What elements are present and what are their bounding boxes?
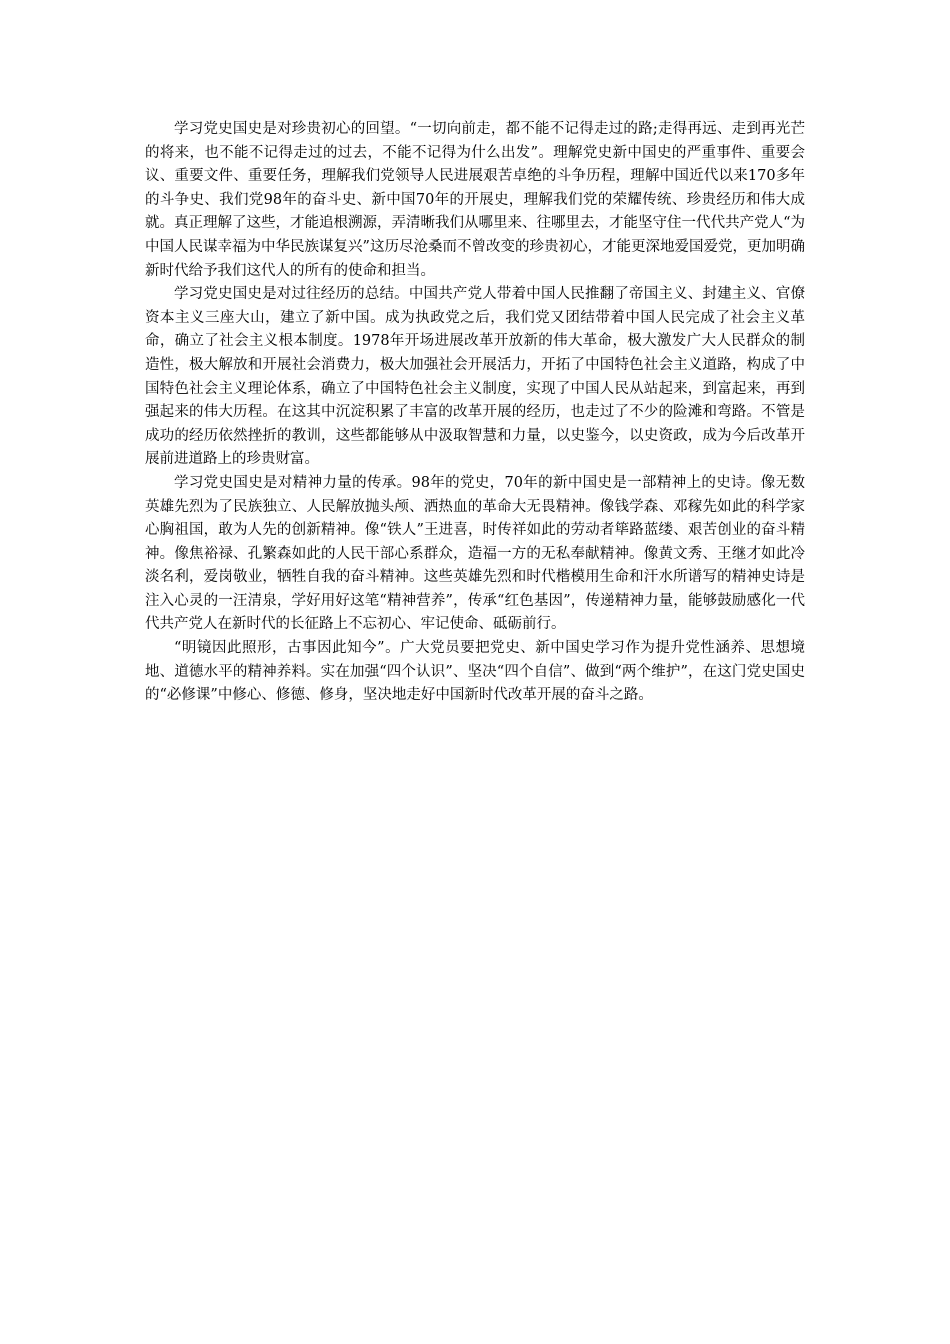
paragraph-4: “明镜因此照形，古事因此知今”。广大党员要把党史、新中国史学习作为提升党性涵养、思想境地、道德水平的精神养料。实在加强“四个认识”、坚决“四个自信”、做到“两个维护”，在这门党史国史的“必修课”中修心、修德、修身，坚决地走好中国新时代改革开展的奋斗之路。 xyxy=(145,640,805,704)
document-body xyxy=(145,118,805,708)
paragraph-1: 学习党史国史是对珍贵初心的回望。“一切向前走，都不能不记得走过的路;走得再远、走到再光芒的将来，也不能不记得走过的过去，不能不记得为什么出发”。理解党史新中国史的严重事件、重要会议、重要文件、重要任务，理解我们党领导人民进展艰苦卓绝的斗争历程，理解中国近代以来170多年的斗争史、我们党98年的奋斗史、新中国70年的开展史，理解我们党的荣耀传统、珍贵经历和伟大成就。真正理解了这些，才能追根溯源，弄清晰我们从哪里来、往哪里去，才能坚守住一代代共产党人“为中国人民谋幸福为中华民族谋复兴”这历尽沧桑而不曾改变的珍贵初心，才能更深地爱国爱党，更加明确新时代给予我们这代人的所有的使命和担当。 xyxy=(145,121,805,279)
paragraph-3: 学习党史国史是对精神力量的传承。98年的党史，70年的新中国史是一部精神上的史诗。像无数英雄先烈为了民族独立、人民解放抛头颅、洒热血的革命大无畏精神。像钱学森、邓稼先如此的科学家心胸祖国，敢为人先的创新精神。像“铁人”王进喜，时传祥如此的劳动者筚路蓝缕、艰苦创业的奋斗精神。像焦裕禄、孔繁森如此的人民干部心系群众，造福一方的无私奉献精神。像黄文秀、王继才如此冷淡名利，爱岗敬业，牺牲自我的奋斗精神。这些英雄先烈和时代楷模用生命和汗水所谱写的精神史诗是注入心灵的一汪清泉，学好用好这笔“精神营养”，传承“红色基因”，传递精神力量，能够鼓励感化一代代共产党人在新时代的长征路上不忘初心、牢记使命、砥砺前行。 xyxy=(145,474,805,633)
paragraph-2: 学习党史国史是对过往经历的总结。中国共产党人带着中国人民推翻了帝国主义、封建主义、官僚资本主义三座大山，建立了新中国。成为执政党之后，我们党又团结带着中国人民完成了社会主义革命，确立了社会主义根本制度。1978年开场进展改革开放新的伟大革命，极大激发广大人民群众的制造性，极大解放和开展社会消费力，极大加强社会开展活力，开拓了中国特色社会主义道路，构成了中国特色社会主义理论体系，确立了中国特色社会主义制度，实现了中国人民从站起来，到富起来，再到强起来的伟大历程。在这其中沉淀积累了丰富的改革开展的经历，也走过了不少的险滩和弯路。不管是成功的经历依然挫折的教训，这些都能够从中汲取智慧和力量，以史鉴今，以史资政，成为今后改革开展前进道路上的珍贵财富。 xyxy=(145,286,805,468)
